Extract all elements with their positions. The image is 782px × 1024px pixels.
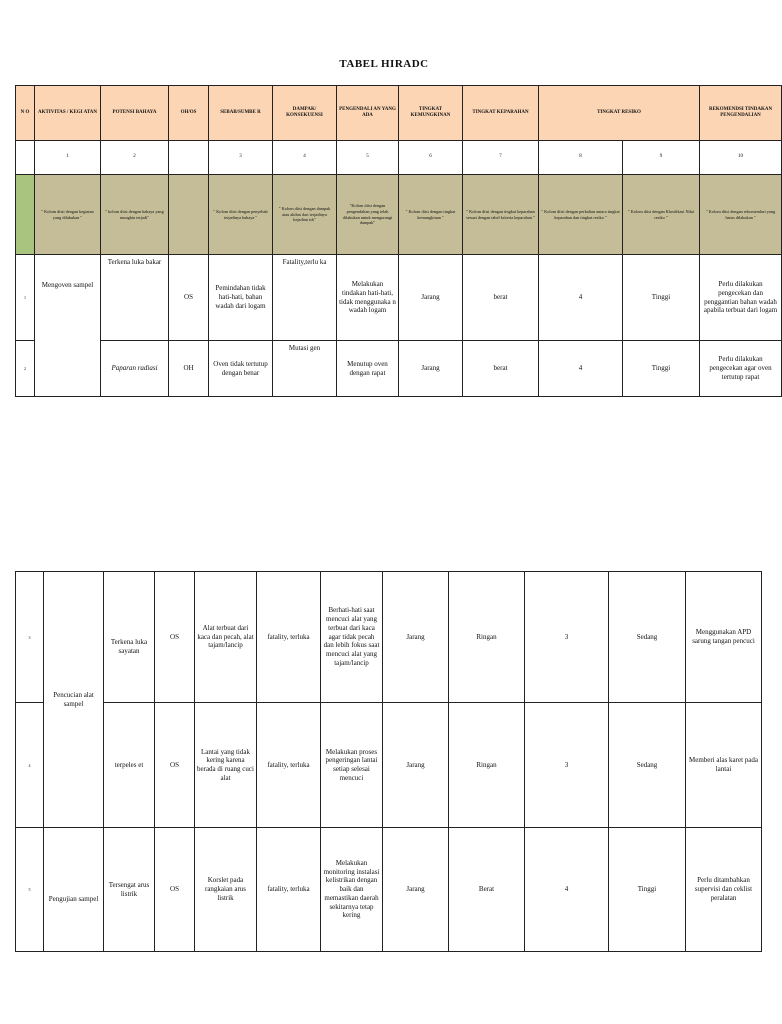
hiradc-table-part-2: [15, 571, 762, 952]
table-row: [16, 572, 762, 703]
risk-cell: Tinggi: [609, 828, 686, 952]
column-number: 8: [539, 141, 623, 175]
column-number: 7: [463, 141, 539, 175]
cause-cell: Oven tidak tertutup dengan benar: [209, 341, 273, 397]
header-keparahan: TINGKAT KEPARAHAN: [463, 86, 539, 141]
table-row: [16, 703, 762, 828]
hazard-cell: Terkena luka bakar: [101, 255, 169, 341]
likelihood-cell: Jarang: [383, 703, 449, 828]
control-cell: Melakukan monitoring instalasi kelistrikan dengan baik dan memastikan daerah sekitarnya tetap kering: [321, 828, 383, 952]
control-cell: Melakukan tindakan hati-hati, tidak menggunaka n wadah logam: [337, 255, 399, 341]
column-number: 5: [337, 141, 399, 175]
severity-cell: Ringan: [449, 572, 525, 703]
header-tingkat-resiko: TINGKAT RESIKO: [539, 86, 700, 141]
hazard-cell: Terkena luka sayatan: [104, 572, 155, 703]
activity-cell: Pencucian alat sampel: [44, 572, 104, 828]
hazard-cell: Tersengat arus listrik: [104, 828, 155, 952]
impact-cell: fatality, terluka: [257, 703, 321, 828]
column-number: 9: [623, 141, 700, 175]
header-potensi-bahaya: POTENSI BAHAYA: [101, 86, 169, 141]
score-cell: 4: [539, 255, 623, 341]
severity-cell: berat: [463, 255, 539, 341]
cause-cell: Pemindahan tidak hati-hati, bahan wadah dari logam: [209, 255, 273, 341]
column-number: 2: [101, 141, 169, 175]
column-number: [169, 141, 209, 175]
oh-os-cell: OS: [155, 828, 195, 952]
header-no: N O: [16, 86, 35, 141]
header-kemungkinan: TINGKAT KEMUNGKINAN: [399, 86, 463, 141]
control-cell: Melakukan proses pengeringan lantai setiap selesai mencuci: [321, 703, 383, 828]
recommendation-cell: Memberi alas karet pada lantai: [686, 703, 762, 828]
control-cell: Menutup oven dengan rapat: [337, 341, 399, 397]
row-number: 2: [16, 341, 35, 397]
column-number: 4: [273, 141, 337, 175]
impact-cell: fatality, terluka: [257, 828, 321, 952]
row-number: 3: [16, 572, 44, 703]
recommendation-cell: Menggunakan APD sarung tangan pencuci: [686, 572, 762, 703]
likelihood-cell: Jarang: [383, 572, 449, 703]
score-cell: 4: [539, 341, 623, 397]
likelihood-cell: Jarang: [399, 341, 463, 397]
column-description: [16, 175, 35, 255]
oh-os-cell: OH: [169, 341, 209, 397]
column-number: [16, 141, 35, 175]
control-cell: Berhati-hati saat mencuci alat yang terbuat dari kaca agar tidak pecah dan lebih fokus saat mencuci alat yang tajam/lancip: [321, 572, 383, 703]
column-description: " Kolom diisi dengan dampak atau akibat dari terjadinya kejadian tsb": [273, 175, 337, 255]
column-description: " kolom diisi dengan bahaya yang mungkin terjadi": [101, 175, 169, 255]
header-aktivitas: AKTIVITAS / KEGI ATAN: [35, 86, 101, 141]
severity-cell: Berat: [449, 828, 525, 952]
cause-cell: Lantai yang tidak kering karena berada di ruang cuci alat: [195, 703, 257, 828]
column-description: "Kolom diisi dengan pengendalian yang telah dilakukan untuk mengurangi dampak": [337, 175, 399, 255]
severity-cell: Ringan: [449, 703, 525, 828]
impact-cell: fatality, terluka: [257, 572, 321, 703]
row-number: 5: [16, 828, 44, 952]
column-description: " Kolom diisi dengan perkalian antara tingkat keparahan dan tingkat resiko ": [539, 175, 623, 255]
table-row: [16, 341, 782, 397]
hiradc-table-part-1: [15, 85, 782, 397]
oh-os-cell: OS: [155, 703, 195, 828]
column-number: 1: [35, 141, 101, 175]
page-title: TABEL HIRADC: [339, 58, 429, 70]
activity-label: Mengoven sampel: [41, 280, 94, 289]
column-description: " Kolom diisi dengan penyebab terjadinya bahaya ": [209, 175, 273, 255]
cause-cell: Alat terbuat dari kaca dan pecah, alat tajam/lancip: [195, 572, 257, 703]
header-pengendalian: PENGENDALI AN YANG ADA: [337, 86, 399, 141]
column-number: 3: [209, 141, 273, 175]
table-row: [16, 255, 782, 341]
impact-cell: Mutasi gen: [273, 341, 337, 397]
severity-cell: berat: [463, 341, 539, 397]
risk-cell: Sedang: [609, 572, 686, 703]
column-description: " Kolom diisi dengan kegiatan yang dilakukan ": [35, 175, 101, 255]
oh-os-cell: OS: [155, 572, 195, 703]
header-rekomendasi: REKOMENDSI TINDAKAN PENGENDALIAN: [700, 86, 782, 141]
column-number: 6: [399, 141, 463, 175]
hazard-cell: Paparan radiasi: [101, 341, 169, 397]
hazard-cell: terpeles et: [104, 703, 155, 828]
recommendation-cell: Perlu dilakukan pengecekan agar oven tertutup rapat: [700, 341, 782, 397]
column-description: " Kolom diisi dengan tingkat kemungkinan ": [399, 175, 463, 255]
activity-cell: Pengujian sampel: [44, 828, 104, 952]
activity-cell: [35, 255, 101, 397]
risk-cell: Tinggi: [623, 341, 700, 397]
recommendation-cell: Perlu dilakukan pengecekan dan penggantian bahan wadah apabila terbuat dari logam: [700, 255, 782, 341]
column-number: 10: [700, 141, 782, 175]
cause-cell: Korslet pada rangkaian arus listrik: [195, 828, 257, 952]
header-sebab: SEBAB/SUMBE R: [209, 86, 273, 141]
table-row: [16, 828, 762, 952]
score-cell: 3: [525, 703, 609, 828]
header-dampak: DAMPAK/ KONSEKUENSI: [273, 86, 337, 141]
score-cell: 3: [525, 572, 609, 703]
column-description: " Kolom diisi dengan Klasifikasi Nilai resiko ": [623, 175, 700, 255]
column-description: " Kolom diisi dengan tingkat keparahan sesuai dengan tabel kriteria keparahan ": [463, 175, 539, 255]
column-description: [169, 175, 209, 255]
oh-os-cell: OS: [169, 255, 209, 341]
column-description: " Kolom diisi dengan rekomendasi yang harus dilakukan ": [700, 175, 782, 255]
recommendation-cell: Perlu ditambahkan supervisi dan ceklist peralatan: [686, 828, 762, 952]
impact-cell: Fatality,terlu ka: [273, 255, 337, 341]
risk-cell: Tinggi: [623, 255, 700, 341]
likelihood-cell: Jarang: [399, 255, 463, 341]
header-oh-os: OH/OS: [169, 86, 209, 141]
row-number: 1: [16, 255, 35, 341]
score-cell: 4: [525, 828, 609, 952]
row-number: 4: [16, 703, 44, 828]
risk-cell: Sedang: [609, 703, 686, 828]
likelihood-cell: Jarang: [383, 828, 449, 952]
